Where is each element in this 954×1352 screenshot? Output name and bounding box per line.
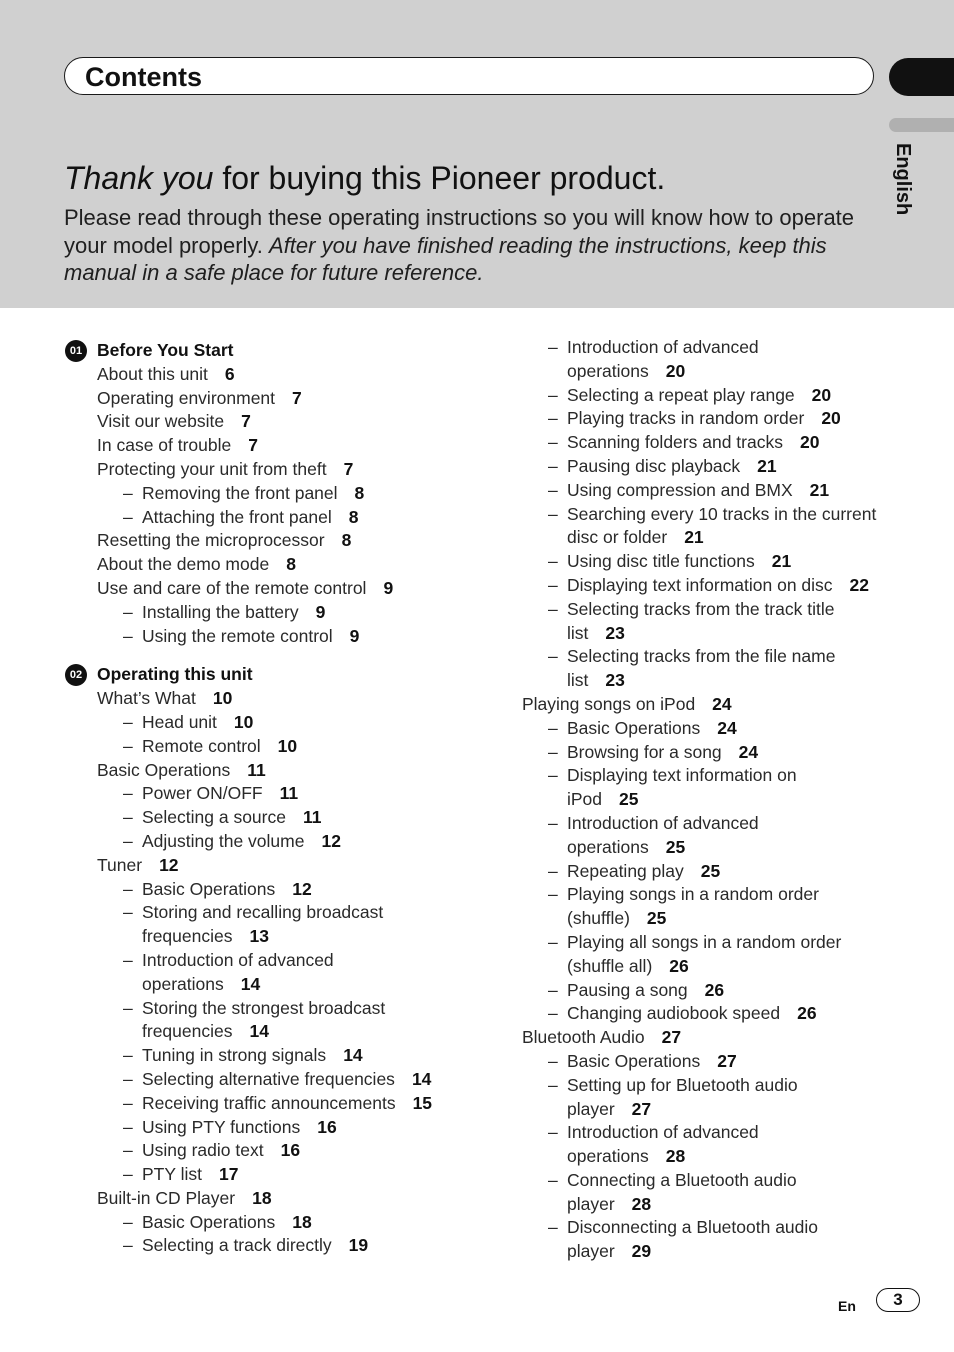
toc-dash: – — [123, 1045, 133, 1066]
toc-entry[interactable] — [522, 503, 902, 527]
toc-entry[interactable] — [522, 741, 902, 765]
toc-entry-text: Introduction of advanced — [567, 812, 759, 833]
toc-entry-text: list — [567, 622, 589, 643]
toc-page-number: 14 — [249, 1021, 269, 1042]
toc-entry[interactable] — [97, 410, 517, 434]
toc-entry-text: (shuffle) — [567, 908, 630, 929]
toc-dash: – — [123, 1140, 133, 1161]
toc-left-column — [69, 339, 517, 1258]
toc-entry-text: Changing audiobook speed — [567, 1003, 781, 1024]
toc-entry[interactable] — [97, 806, 517, 830]
toc-entry-text: Basic Operations — [97, 759, 231, 780]
toc-entry-text: Using the remote control — [142, 625, 333, 646]
toc-dash: – — [548, 717, 558, 738]
toc-dash: – — [548, 337, 558, 357]
toc-dash: – — [123, 1211, 133, 1232]
toc-entry[interactable] — [97, 997, 517, 1021]
toc-page-number: 12 — [321, 830, 341, 851]
toc-entry[interactable] — [97, 711, 517, 735]
toc-entry[interactable] — [97, 949, 517, 973]
toc-page-number: 14 — [343, 1045, 363, 1066]
toc-entry-text: frequencies — [142, 926, 233, 947]
toc-page-number: 27 — [661, 1027, 682, 1048]
toc-page-number: 22 — [849, 574, 870, 595]
toc-entry-text: Selecting a source — [142, 807, 286, 828]
toc-entry-text: player — [567, 1098, 615, 1119]
toc-entry-text: Storing the strongest broadcast — [142, 997, 386, 1018]
toc-entry-text: Using disc title functions — [567, 551, 755, 572]
toc-page-number: 14 — [240, 973, 261, 994]
toc-page-number: 6 — [224, 363, 235, 384]
toc-entry-text: Using radio text — [142, 1140, 264, 1161]
toc-page-number: 26 — [797, 1003, 817, 1024]
toc-entry[interactable] — [97, 1116, 517, 1140]
toc-entry-text: Using PTY functions — [142, 1116, 301, 1137]
toc-page-number: 21 — [771, 551, 792, 572]
toc-dash: – — [123, 625, 133, 646]
toc-dash: – — [123, 1235, 133, 1256]
toc-page-number: 9 — [315, 601, 326, 622]
toc-entry[interactable] — [522, 1121, 902, 1145]
toc-page-number: 10 — [277, 735, 298, 756]
toc-entry[interactable] — [97, 1068, 517, 1092]
toc-entry[interactable] — [522, 1002, 902, 1026]
toc-entry-text: Receiving traffic announcements — [142, 1092, 396, 1113]
toc-dash: – — [548, 1169, 558, 1190]
toc-entry[interactable] — [522, 407, 902, 431]
toc-entry[interactable] — [97, 854, 517, 878]
toc-entry-text: iPod — [567, 789, 603, 810]
toc-page-number: 8 — [341, 530, 352, 551]
toc-entry-text: Protecting your unit from theft — [97, 458, 327, 479]
intro-italic: After you have finished reading the instructions, keep this manual in a safe place for future reference. — [64, 232, 827, 285]
toc-entry[interactable] — [97, 878, 517, 902]
toc-dash: – — [548, 1122, 558, 1143]
intro-plain: Please read through these operating instructions so you will know how to operate your model properly. — [64, 205, 855, 258]
toc-entry[interactable] — [522, 574, 902, 598]
toc-entry[interactable] — [97, 553, 517, 577]
toc-entry-continuation[interactable] — [522, 788, 902, 812]
toc-page-number: 23 — [605, 670, 625, 691]
toc-dash: – — [548, 598, 558, 619]
toc-entry-text: Searching every 10 tracks in the current — [567, 503, 877, 524]
toc-dash: – — [123, 1116, 133, 1137]
toc-page-number: 11 — [302, 807, 322, 828]
toc-entry-text: Head unit — [142, 711, 217, 732]
toc-entry[interactable] — [97, 1234, 517, 1258]
toc-entry-text: Selecting alternative frequencies — [142, 1068, 395, 1089]
toc-dash: – — [123, 482, 133, 503]
toc-entry[interactable] — [97, 735, 517, 759]
toc-entry-text: Pausing a song — [567, 979, 688, 1000]
toc-dash: – — [123, 711, 133, 732]
toc-page-number: 12 — [292, 878, 312, 899]
toc-entry-text: Introduction of advanced — [142, 949, 334, 970]
toc-entry[interactable] — [97, 529, 517, 553]
toc-page-number: 7 — [248, 435, 258, 456]
toc-entry-text: operations — [142, 973, 224, 994]
toc-page-number: 25 — [619, 789, 639, 810]
toc-page-number: 28 — [665, 1146, 686, 1167]
toc-page-number: 11 — [279, 783, 299, 804]
toc-entry-text: Built-in CD Player — [97, 1187, 236, 1208]
toc-entry-text: Selecting a repeat play range — [567, 384, 795, 405]
toc-dash: – — [123, 601, 133, 622]
toc-entry-text: Operating environment — [97, 387, 276, 408]
toc-entry[interactable] — [522, 764, 902, 788]
toc-page-number: 21 — [809, 479, 830, 500]
toc-dash: – — [548, 1050, 558, 1071]
toc-entry-text: Displaying text information on — [567, 765, 797, 786]
toc-dash: – — [548, 503, 558, 524]
toc-entry[interactable] — [97, 782, 517, 806]
toc-page-number: 21 — [757, 455, 777, 476]
toc-entry-text: Storing and recalling broadcast — [142, 902, 384, 923]
toc-chapter-heading[interactable] — [69, 339, 517, 363]
toc-page-number: 8 — [286, 554, 296, 575]
toc-page-number: 16 — [317, 1116, 337, 1137]
toc-entry-continuation[interactable] — [522, 526, 902, 550]
toc-entry-text: Basic Operations — [142, 878, 276, 899]
toc-entry[interactable] — [522, 1050, 902, 1074]
toc-page-number: 10 — [233, 711, 254, 732]
toc-dash: – — [123, 735, 133, 756]
toc-entry-continuation[interactable] — [522, 1193, 902, 1217]
toc-entry-text: Use and care of the remote control — [97, 577, 367, 598]
toc-entry[interactable] — [522, 717, 902, 741]
toc-entry-text: Playing songs in a random order — [567, 884, 819, 905]
toc-entry[interactable] — [522, 883, 902, 907]
toc-dash: – — [123, 807, 133, 828]
toc-entry[interactable] — [522, 1074, 902, 1098]
toc-entry-text: Displaying text information on disc — [567, 574, 833, 595]
page-title — [64, 158, 665, 198]
toc-page-number: 16 — [280, 1140, 301, 1161]
toc-entry[interactable] — [97, 625, 517, 649]
toc-entry-text: Pausing disc playback — [567, 455, 741, 476]
toc-entry-text: Browsing for a song — [567, 741, 722, 762]
title-rest: for buying this Pioneer product. — [213, 160, 666, 196]
chapter-number-badge: 02 — [65, 664, 87, 686]
chapter-title: Operating this unit — [97, 664, 253, 685]
toc-entry-text: Bluetooth Audio — [522, 1027, 645, 1048]
toc-entry-text: Remote control — [142, 735, 261, 756]
toc-dash: – — [548, 646, 558, 667]
toc-entry-continuation[interactable] — [97, 1020, 517, 1044]
toc-page-number: 19 — [348, 1235, 369, 1256]
toc-dash: – — [123, 506, 133, 527]
toc-page-number: 20 — [799, 432, 820, 453]
toc-page-number: 26 — [669, 955, 689, 976]
toc-page-number: 20 — [665, 360, 686, 381]
title-italic: Thank you — [64, 160, 214, 196]
toc-page-number: 17 — [218, 1164, 239, 1185]
toc-page-number: 24 — [717, 717, 737, 738]
toc-chapter-heading[interactable] — [69, 663, 517, 687]
toc-entry-text: Attaching the front panel — [142, 506, 332, 527]
toc-entry-text: operations — [567, 360, 649, 381]
toc-entry-continuation[interactable] — [97, 973, 517, 997]
toc-entry-continuation[interactable] — [522, 622, 902, 646]
toc-page-number: 7 — [241, 411, 251, 432]
toc-entry-text: Using compression and BMX — [567, 479, 793, 500]
toc-entry[interactable] — [97, 387, 517, 411]
toc-dash: – — [548, 931, 558, 952]
toc-entry-continuation[interactable] — [522, 1240, 902, 1264]
toc-entry-continuation[interactable] — [522, 669, 902, 693]
toc-entry-continuation[interactable] — [522, 907, 902, 931]
toc-dash: – — [548, 979, 558, 1000]
toc-entry-text: PTY list — [142, 1164, 202, 1185]
toc-entry[interactable] — [97, 1187, 517, 1211]
toc-entry-text: operations — [567, 1146, 649, 1167]
toc-dash: – — [548, 455, 558, 476]
toc-entry-text: Visit our website — [97, 411, 225, 432]
toc-entry-text: Resetting the microprocessor — [97, 530, 325, 551]
toc-entry-text: Repeating play — [567, 860, 684, 881]
toc-entry-text: Tuner — [97, 854, 143, 875]
toc-entry-continuation[interactable] — [97, 925, 517, 949]
toc-page-number: 23 — [605, 622, 625, 643]
toc-page-number: 29 — [631, 1241, 652, 1262]
toc-entry[interactable] — [97, 1163, 517, 1187]
toc-dash: – — [548, 432, 558, 453]
toc-entry[interactable] — [522, 384, 902, 408]
toc-entry-text: Introduction of advanced — [567, 337, 759, 357]
toc-dash: – — [123, 783, 133, 804]
toc-page-number: 20 — [811, 384, 832, 405]
toc-dash: – — [548, 741, 558, 762]
toc-dash: – — [548, 765, 558, 786]
toc-page-number: 20 — [821, 408, 841, 429]
toc-entry[interactable] — [97, 687, 517, 711]
toc-entry[interactable] — [522, 979, 902, 1003]
toc-dash: – — [123, 1068, 133, 1089]
toc-entry-text: frequencies — [142, 1021, 233, 1042]
toc-entry-text: Tuning in strong signals — [142, 1045, 327, 1066]
toc-page-number: 8 — [348, 506, 359, 527]
toc-entry[interactable] — [97, 577, 517, 601]
language-tab-label: English — [892, 143, 914, 216]
toc-entry-continuation[interactable] — [522, 360, 902, 384]
toc-entry-text: disc or folder — [567, 527, 668, 548]
toc-entry-text: Scanning folders and tracks — [567, 432, 783, 453]
toc-entry[interactable] — [522, 645, 902, 669]
section-tab-marker — [889, 58, 954, 96]
toc-entry-text: Basic Operations — [567, 1050, 701, 1071]
toc-entry-continuation[interactable] — [522, 1098, 902, 1122]
section-tab-marker-secondary — [889, 118, 954, 132]
toc-entry-text: Power ON/OFF — [142, 783, 263, 804]
page-number-badge: 3 — [876, 1288, 920, 1312]
toc-page-number: 10 — [212, 688, 233, 709]
toc-entry-text: list — [567, 670, 589, 691]
toc-page-number: 28 — [631, 1193, 652, 1214]
toc-dash: – — [548, 860, 558, 881]
toc-dash: – — [548, 551, 558, 572]
toc-dash: – — [123, 949, 133, 970]
toc-page-number: 13 — [249, 926, 269, 947]
toc-entry-text: Adjusting the volume — [142, 830, 305, 851]
toc-entry[interactable] — [522, 598, 902, 622]
toc-dash: – — [548, 884, 558, 905]
toc-entry[interactable] — [522, 1169, 902, 1193]
toc-page-number: 27 — [717, 1050, 737, 1071]
toc-entry[interactable] — [522, 550, 902, 574]
toc-entry-text: player — [567, 1241, 615, 1262]
toc-dash: – — [548, 479, 558, 500]
toc-page-number: 21 — [684, 527, 704, 548]
toc-entry[interactable] — [97, 759, 517, 783]
toc-entry-continuation[interactable] — [522, 1145, 902, 1169]
toc-page-number: 25 — [665, 836, 686, 857]
toc-dash: – — [548, 1003, 558, 1024]
toc-dash: – — [123, 830, 133, 851]
toc-entry-text: Disconnecting a Bluetooth audio — [567, 1217, 819, 1238]
toc-entry-text: Selecting tracks from the track title — [567, 598, 835, 619]
toc-page-number: 9 — [383, 577, 394, 598]
toc-right-column — [522, 336, 902, 1264]
toc-dash: – — [123, 902, 133, 923]
toc-entry-text: About this unit — [97, 363, 208, 384]
toc-entry[interactable] — [97, 1139, 517, 1163]
toc-page-number: 27 — [631, 1098, 652, 1119]
chapter-number-badge: 01 — [65, 340, 87, 362]
toc-entry-continuation[interactable] — [522, 836, 902, 860]
toc-entry[interactable] — [522, 431, 902, 455]
toc-page-number: 9 — [349, 625, 360, 646]
toc-dash: – — [548, 408, 558, 429]
toc-entry[interactable] — [97, 1092, 517, 1116]
toc-entry-text: Selecting a track directly — [142, 1235, 332, 1256]
toc-dash: – — [123, 997, 133, 1018]
toc-entry[interactable] — [97, 434, 517, 458]
toc-page-number: 26 — [704, 979, 725, 1000]
toc-dash: – — [548, 1074, 558, 1095]
toc-page-number: 7 — [292, 387, 302, 408]
toc-entry-text: About the demo mode — [97, 554, 270, 575]
toc-entry[interactable] — [522, 336, 902, 360]
toc-page-number: 18 — [292, 1211, 312, 1232]
toc-entry[interactable] — [97, 506, 517, 530]
toc-entry-text: Playing all songs in a random order — [567, 931, 842, 952]
toc-page-number: 11 — [247, 759, 266, 780]
toc-entry[interactable] — [97, 482, 517, 506]
toc-entry[interactable] — [522, 1216, 902, 1240]
toc-entry[interactable] — [97, 901, 517, 925]
toc-entry-text: What’s What — [97, 688, 196, 709]
chapter-title: Before You Start — [97, 340, 234, 360]
toc-entry-text: Playing tracks in random order — [567, 408, 805, 429]
toc-page-number: 14 — [411, 1068, 432, 1089]
toc-entry-text: (shuffle all) — [567, 955, 653, 976]
toc-dash: – — [548, 384, 558, 405]
toc-page-number: 8 — [354, 482, 365, 503]
toc-entry-continuation[interactable] — [522, 955, 902, 979]
contents-title: Contents — [85, 62, 202, 92]
toc-entry[interactable] — [522, 1026, 902, 1050]
toc-page-number: 25 — [646, 908, 667, 929]
toc-entry[interactable] — [97, 601, 517, 625]
toc-entry[interactable] — [522, 455, 902, 479]
toc-page-number: 24 — [712, 693, 732, 714]
toc-page-number: 24 — [738, 741, 759, 762]
toc-dash: – — [548, 812, 558, 833]
toc-dash: – — [548, 1217, 558, 1238]
toc-dash: – — [548, 574, 558, 595]
toc-entry-text: player — [567, 1193, 615, 1214]
intro-paragraph — [64, 204, 884, 287]
toc-entry[interactable] — [522, 479, 902, 503]
toc-entry-text: Setting up for Bluetooth audio — [567, 1074, 798, 1095]
toc-entry-text: Playing songs on iPod — [522, 693, 696, 714]
toc-page-number: 7 — [343, 458, 354, 479]
toc-entry[interactable] — [97, 830, 517, 854]
toc-entry[interactable] — [522, 860, 902, 884]
toc-page-number: 25 — [700, 860, 721, 881]
footer-language-abbrev: En — [838, 1298, 856, 1314]
toc-page-number: 12 — [159, 854, 179, 875]
toc-entry-text: Connecting a Bluetooth audio — [567, 1169, 797, 1190]
toc-entry[interactable] — [97, 1044, 517, 1068]
toc-entry-text: Basic Operations — [142, 1211, 276, 1232]
toc-entry[interactable] — [522, 931, 902, 955]
toc-dash: – — [123, 1164, 133, 1185]
toc-entry[interactable] — [522, 812, 902, 836]
toc-page-number: 18 — [252, 1187, 272, 1208]
toc-entry-text: Introduction of advanced — [567, 1122, 759, 1143]
contents-header-pill — [64, 57, 874, 95]
toc-dash: – — [123, 878, 133, 899]
toc-page-number: 15 — [412, 1092, 433, 1113]
toc-entry[interactable] — [97, 458, 517, 482]
toc-dash: – — [123, 1092, 133, 1113]
toc-entry-text: In case of trouble — [97, 435, 232, 456]
toc-entry-text: operations — [567, 836, 649, 857]
toc-entry-text: Basic Operations — [567, 717, 701, 738]
toc-entry-text: Installing the battery — [142, 601, 299, 622]
toc-entry[interactable] — [522, 693, 902, 717]
toc-entry-text: Removing the front panel — [142, 482, 338, 503]
toc-entry[interactable] — [97, 1211, 517, 1235]
toc-entry[interactable] — [97, 363, 517, 387]
toc-entry-text: Selecting tracks from the file name — [567, 646, 836, 667]
